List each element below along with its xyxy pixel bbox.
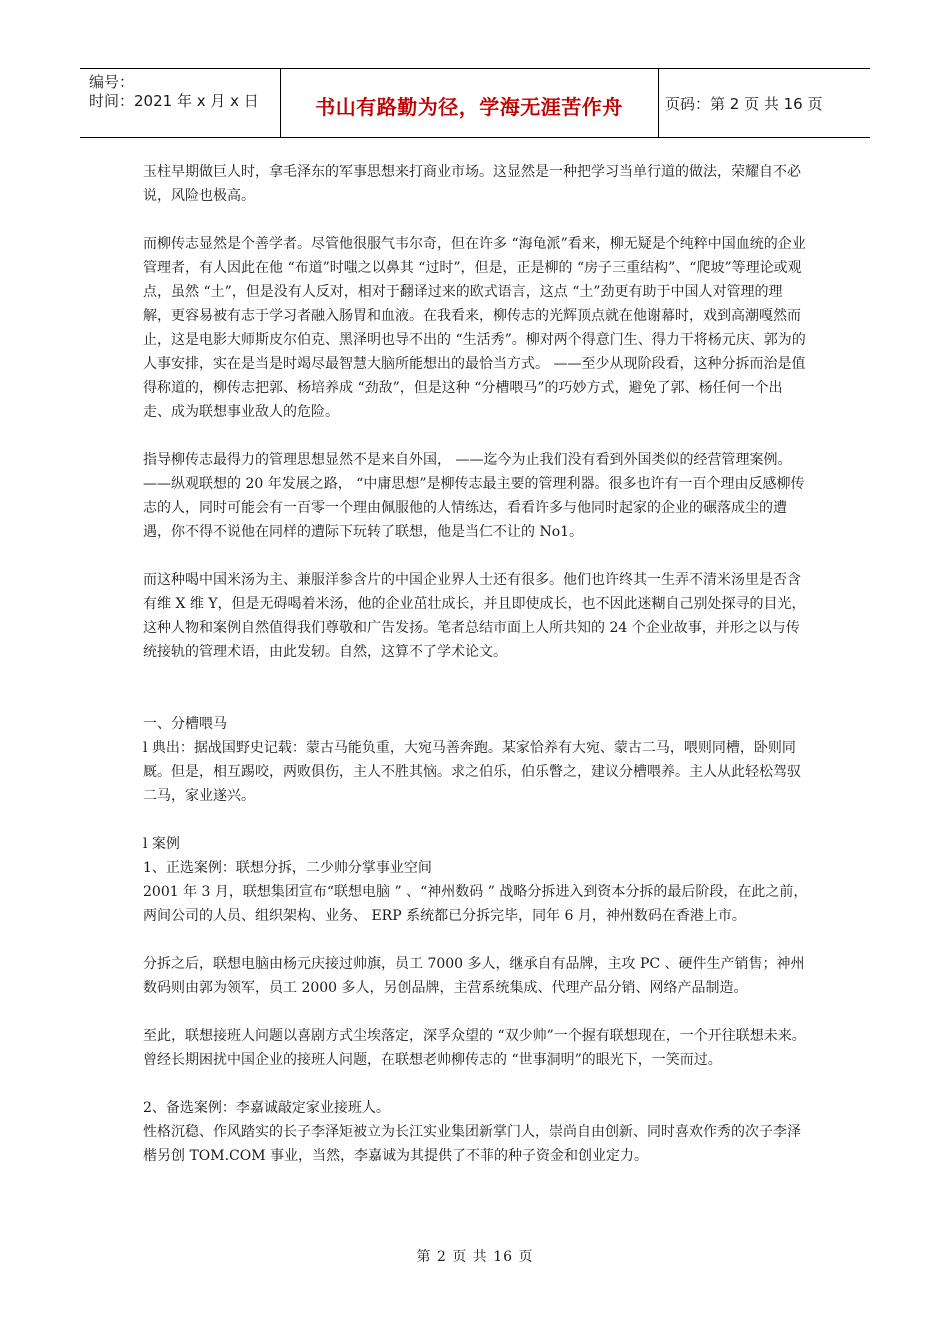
section-1-title: 一、分槽喂马 (143, 716, 227, 732)
document-body (143, 160, 809, 1168)
spacer (143, 688, 809, 712)
header-page-info: 页码：第 2 页 共 16 页 (665, 95, 823, 113)
body-paragraph-3: 指导柳传志最得力的管理思想显然不是来自外国， ——迄今为止我们没有看到外国类似的经营管理案例。 ——纵观联想的 20 年发展之路， “中庸思想”是柳传志最主要的管理利器。很多也许有一百个理由反感柳传志的人，同时可能会有一百零一个理由佩服他的人情练达，看看许多与他同时起家的企业的碾落成尘的遭遇，你不得不说他在同样的遭际下玩转了联想，他是当仁不让的 No1。 (143, 452, 805, 540)
header-middle-cell (280, 69, 659, 137)
case-1-paragraph-1: 2001 年 3 月，联想集团宣布“联想电脑 ” 、“神州数码 ” 战略分拆进入到资本分拆的最后阶段，在此之前，两间公司的人员、组织架构、业务、 ERP 系统都已分拆完毕，同年 6 月，神州数码在香港上市。 (143, 884, 808, 924)
page-footer-number: 第 2 页 共 16 页 (416, 1249, 534, 1265)
section-1-origin: l 典出：据战国野史记载：蒙古马能负重，大宛马善奔跑。某家恰养有大宛、蒙古二马，喂则同槽，卧则同厩。但是，相互踢咬，两败俱伤，主人不胜其恼。求之伯乐，伯乐瞥之，建议分槽喂养。主人从此轻松驾驭二马，家业遂兴。 (143, 740, 801, 804)
body-paragraph-1: 玉柱早期做巨人时，拿毛泽东的军事思想来打商业市场。这显然是一种把学习当单行道的做法，荣耀自不必说，风险也极高。 (143, 164, 801, 204)
body-paragraph-4: 而这种喝中国米汤为主、兼服洋参含片的中国企业界人士还有很多。他们也许终其一生弄不清米汤里是否含有维 X 维 Y，但是无碍喝着米汤，他的企业茁壮成长，并且即使成长，也不因此迷糊自己别处探寻的目光，这种人物和案例自然值得我们尊敬和广告发扬。笔者总结市面上人所共知的 24 个企业故事，并形之以与传统接轨的管理术语，由此发轫。自然，这算不了学术论文。 (143, 572, 806, 660)
header-left-cell (80, 69, 281, 137)
body-paragraph-2: 而柳传志显然是个善学者。尽管他很服气韦尔奇，但在许多 “海龟派”看来，柳无疑是个纯粹中国血统的企业管理者，有人因此在他 “布道”时嗤之以鼻其 “过时”，但是，正是柳的 “房子三重结构”、“爬坡”等理论或观点，虽然 “土”，但是没有人反对，相对于翻译过来的欧式语言，这点 “土”劲更有助于中国人对管理的理解，更容易被有志于学习者融入肠胃和血液。在我看来，柳传志的光辉顶点就在他谢幕时，戏到高潮嘎然而止，这是电影大师斯皮尔伯克、黑泽明也导不出的 “生活秀”。柳对两个得意门生、得力干将杨元庆、郭为的人事安排，实在是当是时竭尽最智慧大脑所能想出的最恰当方式。 ——至少从现阶段看，这种分拆而治是值得称道的，柳传志把郭、杨培养成 “劲敌”，但是这种 “分槽喂马”的巧妙方式，避免了郭、杨任何一个出走、成为联想事业敌人的危险。 (143, 236, 806, 420)
document-header (80, 68, 870, 138)
case-1-paragraph-3: 至此，联想接班人问题以喜剧方式尘埃落定，深孚众望的 “双少帅”一个握有联想现在，一个开往联想未来。曾经长期困扰中国企业的接班人问题，在联想老帅柳传志的 “世事洞明”的眼光下，一笑而过。 (143, 1028, 806, 1068)
case-2-title: 2、备选案例：李嘉诚敲定家业接班人。 (143, 1100, 390, 1116)
case-2-paragraph-1: 性格沉稳、作风踏实的长子李泽矩被立为长江实业集团新掌门人，崇尚自由创新、同时喜欢作秀的次子李泽楷另创 TOM.COM 事业，当然，李嘉诚为其提供了不菲的种子资金和创业定力。 (143, 1124, 801, 1164)
case-1-paragraph-2: 分拆之后，联想电脑由杨元庆接过帅旗，员工 7000 多人，继承自有品牌，主攻 PC 、硬件生产销售；神州数码则由郭为领军，员工 2000 多人，另创品牌，主营系统集成、代理产品分销、网络产品制造。 (143, 956, 805, 996)
header-motto: 书山有路勤为径，学海无涯苦作舟 (315, 95, 623, 119)
case-label: l 案例 (143, 836, 180, 852)
document-code-label: 编号： (89, 73, 135, 91)
document-date-label: 时间：2021 年 x 月 x 日 (89, 92, 259, 110)
header-right-cell (659, 69, 870, 137)
case-1-title: 1、正选案例：联想分拆，二少帅分掌事业空间 (143, 860, 432, 876)
